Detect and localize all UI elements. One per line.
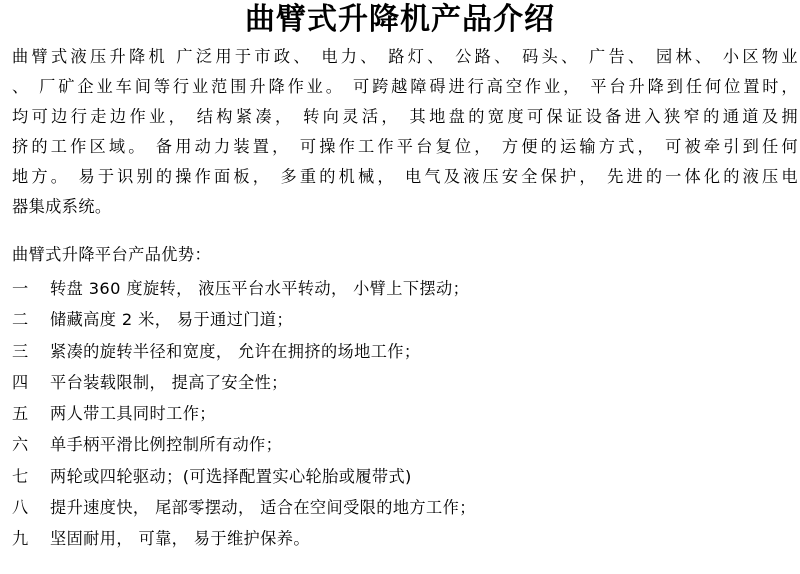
list-item	[12, 525, 792, 556]
intro-line: 地方。 易于识别的操作面板， 多重的机械， 电气及液压安全保护， 先进的一体化的液压电	[12, 167, 798, 186]
list-item	[12, 431, 792, 462]
list-item-number: 九	[12, 529, 29, 549]
list-item-text: 坚固耐用， 可靠， 易于维护保养。	[50, 529, 310, 549]
list-item	[12, 400, 792, 431]
intro-paragraph	[12, 42, 798, 222]
list-item	[12, 463, 792, 494]
list-item	[12, 494, 792, 525]
list-item-number: 六	[12, 435, 29, 455]
intro-line: 、 厂矿企业车间等行业范围升降作业。 可跨越障碍进行高空作业， 平台升降到任何位置时，	[12, 77, 798, 96]
intro-line: 挤的工作区域。 备用动力装置， 可操作工作平台复位， 方便的运输方式， 可被牵引到任何	[12, 137, 798, 156]
list-item-number: 四	[12, 372, 29, 392]
intro-line: 器集成系统。	[12, 197, 112, 216]
intro-line: 均可边行走边作业， 结构紧凑， 转向灵活， 其地盘的宽度可保证设备进入狭窄的通道及拥	[12, 107, 798, 126]
list-item-number: 一	[12, 279, 29, 298]
intro-line: 曲臂式液压升降机 广泛用于市政、 电力、 路灯、 公路、 码头、 广告、 园林、 小区物业	[12, 47, 798, 66]
list-item-number: 三	[12, 341, 29, 361]
list-item-text: 转盘 360 度旋转， 液压平台水平转动， 小臂上下摆动；	[50, 279, 470, 298]
list-item	[12, 275, 792, 306]
list-item-number: 八	[12, 498, 29, 518]
list-item-number: 五	[12, 404, 29, 424]
list-item-text: 平台装载限制， 提高了安全性；	[50, 372, 288, 392]
list-item-text: 单手柄平滑比例控制所有动作；	[50, 435, 283, 455]
list-item-text: 两人带工具同时工作；	[50, 404, 216, 424]
list-item-text: 提升速度快， 尾部零摆动， 适合在空间受限的地方工作；	[50, 498, 476, 518]
list-item-number: 二	[12, 310, 29, 330]
list-item-number: 七	[12, 466, 29, 486]
list-item	[12, 369, 792, 400]
list-item-text: 紧凑的旋转半径和宽度， 允许在拥挤的场地工作；	[50, 341, 421, 361]
advantages-list	[12, 275, 792, 557]
list-item-text: 两轮或四轮驱动；(可选择配置实心轮胎或履带式)	[50, 466, 412, 486]
list-item	[12, 338, 792, 369]
list-item-text: 储藏高度 2 米， 易于通过门道；	[50, 310, 293, 330]
document-title: 曲臂式升降机产品介绍	[245, 2, 555, 37]
advantages-heading: 曲臂式升降平台产品优势：	[12, 245, 212, 264]
list-item	[12, 306, 792, 337]
